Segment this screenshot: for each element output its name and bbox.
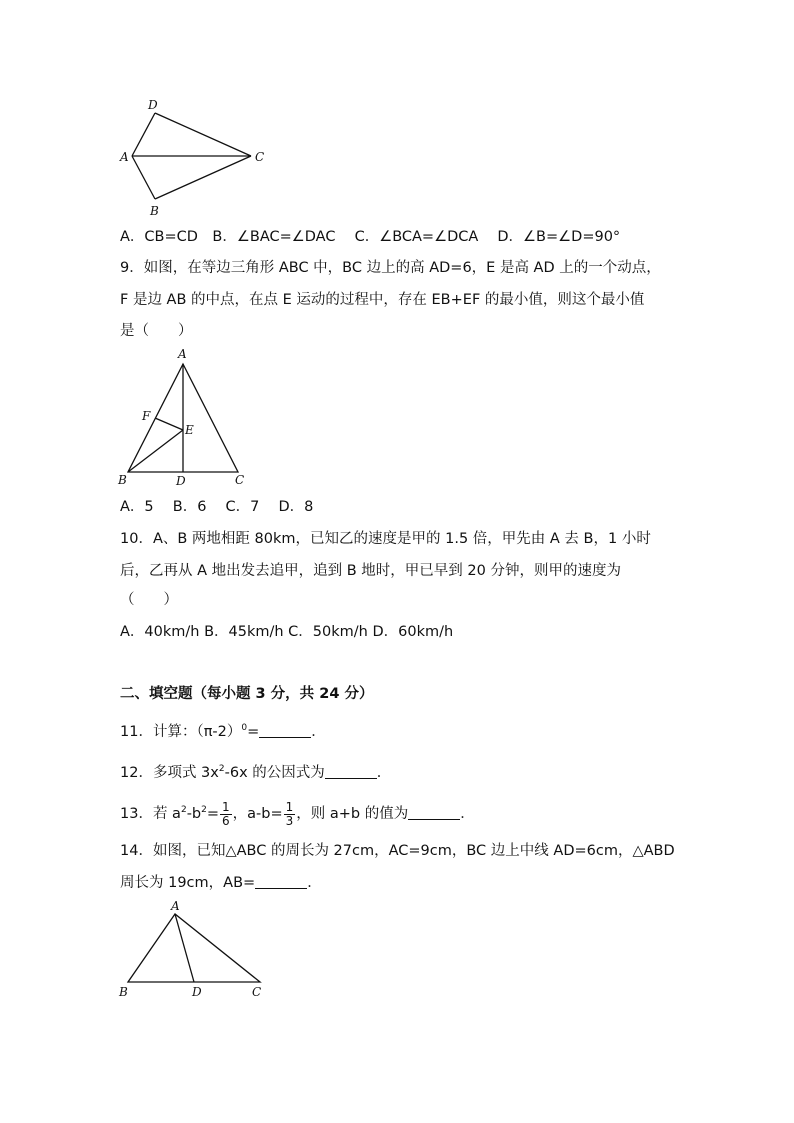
figure-equilateral-triangle-abc [110, 342, 260, 492]
q11-answer-blank[interactable] [259, 723, 311, 738]
label-c: C [255, 150, 265, 164]
segment-bc [155, 156, 251, 199]
q11-prefix: 11．计算：（π-2） [120, 724, 242, 740]
median-ad [175, 914, 194, 982]
q14-line-2-prefix: 周长为 19cm，AB= [120, 875, 256, 891]
segment-be [128, 430, 183, 472]
label-a: A [178, 347, 187, 361]
q9-options: A．5 B．6 C．7 D．8 [120, 499, 314, 515]
q13-mid-3: ，则 a+b 的值为 [296, 806, 409, 822]
section-2-title: 二、填空题（每小题 3 分，共 24 分） [120, 686, 374, 702]
label-d: D [148, 98, 158, 112]
triangle-abc [128, 914, 260, 982]
label-b: B [119, 985, 128, 999]
q13-fraction-2-denominator: 3 [285, 813, 294, 828]
label-d: D [192, 985, 202, 999]
q13-answer-blank[interactable] [408, 805, 460, 820]
q10-line-3: （ ） [120, 592, 178, 608]
label-a: A [171, 899, 180, 913]
q14-line-2-end: ． [307, 875, 322, 891]
label-f: F [142, 409, 151, 423]
q13-fraction-1-numerator: 1 [222, 799, 230, 814]
q8-options: A．CB=CD B．∠BAC=∠DAC C．∠BCA=∠DCA D．∠B=∠D=90° [120, 229, 621, 245]
q11-equals: = [247, 724, 260, 740]
q13-end: ． [460, 806, 475, 822]
q14-answer-blank[interactable] [255, 874, 307, 889]
label-c: C [235, 473, 245, 487]
q12-prefix: 12．多项式 3x [120, 765, 219, 781]
figure-triangle-abc-median [112, 896, 272, 1006]
q10-line-2: 后，乙再从 A 地出发去追甲，追到 B 地时，甲已早到 20 分钟，则甲的速度为 [120, 563, 621, 579]
segment-ad [132, 113, 155, 156]
label-c: C [252, 985, 262, 999]
q12-exponent: 2 [218, 764, 225, 775]
question-12 [120, 763, 391, 783]
q13-exponent-2: 2 [201, 805, 207, 816]
q11-exponent: 0 [241, 723, 248, 734]
q13-fraction-2 [284, 801, 296, 828]
label-d: D [176, 474, 186, 488]
q11-end: ． [311, 724, 326, 740]
question-13 [120, 797, 475, 831]
q14-line-2 [120, 873, 322, 893]
label-b: B [150, 204, 159, 218]
q9-line-3: 是（ ） [120, 323, 193, 339]
q12-answer-blank[interactable] [325, 764, 377, 779]
q13-mid-2: ，a-b= [232, 806, 283, 822]
q12-end: ． [376, 765, 392, 781]
q9-line-1: 9．如图，在等边三角形 ABC 中，BC 边上的高 AD=6，E 是高 AD 上的一个动点， [120, 260, 661, 276]
q12-mid: -6x 的公因式为 [224, 765, 325, 781]
label-e: E [185, 423, 194, 437]
question-11 [120, 722, 326, 742]
figure-quadrilateral-abcd [115, 95, 275, 220]
q13-fraction-2-numerator: 1 [285, 799, 294, 814]
q14-line-1: 14．如图，已知△ABC 的周长为 27cm，AC=9cm，BC 边上中线 AD=6cm，△ABD [120, 843, 675, 859]
segment-ab [132, 156, 155, 199]
segment-fe [155, 418, 183, 430]
q13-fraction-1 [220, 801, 232, 828]
q13-exponent-1: 2 [180, 805, 187, 816]
label-a: A [120, 150, 129, 164]
q10-line-1: 10．A、B 两地相距 80km，已知乙的速度是甲的 1.5 倍，甲先由 A 去 B，1 小时 [120, 531, 651, 547]
q13-equals: = [206, 806, 220, 822]
label-b: B [118, 473, 127, 487]
q10-options: A．40km/h B．45km/h C．50km/h D．60km/h [120, 624, 454, 640]
q13-fraction-1-denominator: 6 [222, 813, 230, 828]
segment-dc [155, 113, 251, 156]
q13-prefix: 13．若 a [120, 806, 181, 822]
q13-mid-1: -b [186, 806, 202, 822]
q9-line-2: F 是边 AB 的中点，在点 E 运动的过程中，存在 EB+EF 的最小值，则这个最小值 [120, 292, 645, 308]
